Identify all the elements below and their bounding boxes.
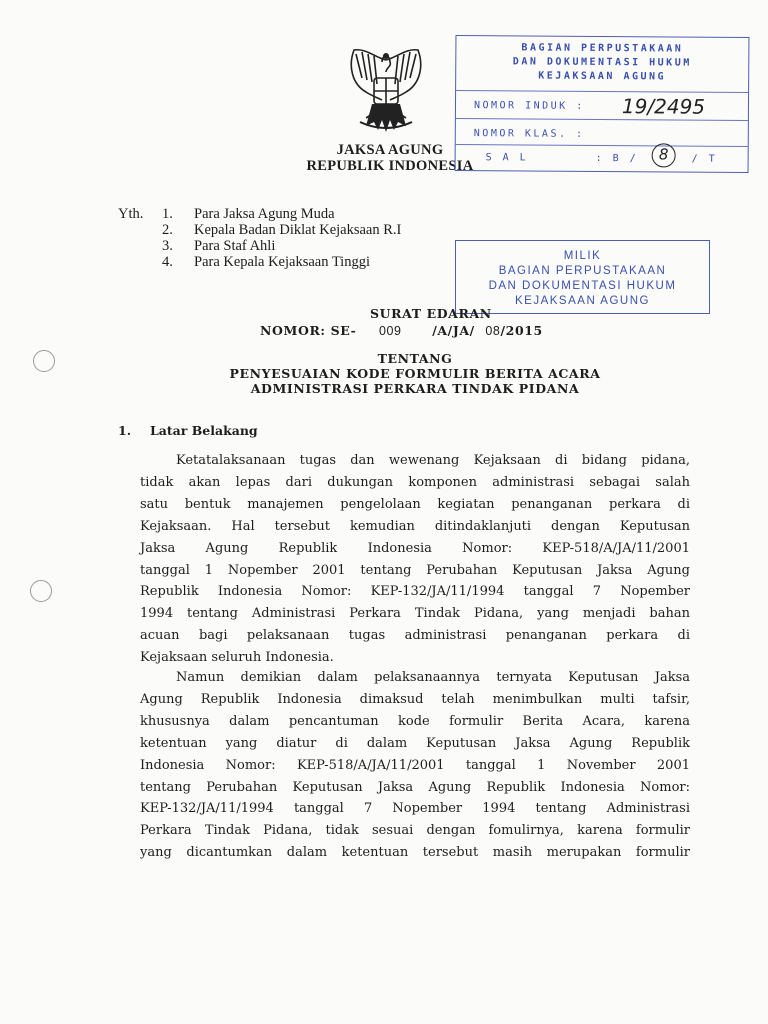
section-heading (118, 423, 258, 438)
para-line: tanggal 1 Nopember 2001 tentang Perubahan Keputusan Jaksa Agung (140, 562, 690, 578)
recipient-item: 3. Para Staf Ahli (162, 238, 276, 254)
para-line: Indonesia Nomor: KEP-518/A/JA/11/2001 tanggal 1 November 2001 (140, 757, 690, 773)
para-line: tidak akan lepas dari dukungan komponen administrasi sebagai salah (140, 474, 690, 490)
doc-number-mid: /A/JA/ (432, 323, 475, 338)
para-line: ketentuan yang diatur di dalam Keputusan Jaksa Agung Republik (140, 735, 690, 751)
recipients-label: Yth. (118, 206, 144, 222)
stamp-t-label: / T (691, 153, 718, 165)
stamp-class-label: NOMOR KLAS. : (473, 128, 585, 140)
owner-stamp-line-1: MILIK (563, 250, 602, 262)
owner-stamp-line-4: KEJAKSAAN AGUNG (515, 295, 650, 307)
section-number: 1. (118, 423, 132, 438)
doc-number (260, 323, 543, 338)
stamp-sal-label: S A L (485, 152, 529, 164)
stamp-line-2: DAN DOKUMENTASI HUKUM (512, 56, 692, 69)
stamp-line-3: KEJAKSAAN AGUNG (538, 70, 667, 83)
doc-number-month: 08 (485, 324, 501, 338)
stamp-row-sal (456, 144, 748, 175)
doc-number-seq: 009 (378, 324, 402, 338)
subject-line-1: PENYESUAIAN KODE FORMULIR BERITA ACARA (229, 366, 601, 381)
para-line: satu bentuk manajemen pengelolaan kegiatan penanganan perkara di (140, 496, 690, 512)
stamp-index-value: 19/2495 (621, 94, 706, 119)
para-line: Agung Republik Indonesia dimaksud telah menimbulkan multi tafsir, (140, 691, 690, 707)
para-line: Jaksa Agung Republik Indonesia Nomor: KEP-518/A/JA/11/2001 (140, 540, 690, 556)
para-line: Kejaksaan seluruh Indonesia. (140, 650, 334, 666)
paragraph-2 (140, 667, 690, 864)
para-line: Republik Indonesia Nomor: KEP-132/JA/11/1994 tanggal 7 Nopember (140, 584, 690, 600)
para-line: Perkara Tindak Pidana, tidak sesuai dengan fomulirnya, karena formulir (140, 823, 690, 839)
stamp-circled-value: 8 (652, 143, 676, 167)
para-line: tentang Perubahan Keputusan Jaksa Agung Republik Indonesia Nomor: (140, 779, 690, 795)
doc-type: SURAT EDARAN (370, 306, 492, 321)
tentang-heading: TENTANG (377, 351, 453, 366)
para-line: Kejaksaan. Hal tersebut kemudian ditindaklanjuti dengan Keputusan (140, 518, 690, 534)
para-line: Namun demikian dalam pelaksanaannya ternyata Keputusan Jaksa (176, 670, 690, 685)
ownership-stamp (455, 240, 710, 314)
recipient-item: 2. Kepala Badan Diklat Kejaksaan R.I (162, 222, 402, 238)
para-line: yang dicantumkan dalam ketentuan tersebut masih merupakan formulir (140, 845, 690, 861)
garuda-emblem-icon (336, 44, 436, 136)
library-stamp (455, 35, 750, 173)
para-line: acuan bagi pelaksanaan tugas administrasi penanganan perkara di (140, 628, 690, 644)
recipient-item: 1. Para Jaksa Agung Muda (162, 206, 335, 222)
para-line: 1994 tentang Administrasi Perkara Tindak Pidana, yang menjadi bahan (140, 606, 690, 622)
stamp-row-index (456, 90, 748, 121)
para-line: khususnya dalam pencantuman kode formulir Berita Acara, karena (140, 713, 690, 729)
punch-hole-top (33, 350, 55, 372)
punch-hole-bottom (30, 580, 52, 602)
doc-number-year: /2015 (500, 323, 543, 338)
para-line: Ketatalaksanaan tugas dan wewenang Kejaksaan di bidang pidana, (176, 453, 690, 468)
header-line-1: JAKSA AGUNG (336, 142, 444, 158)
stamp-b-label: : B / (595, 152, 639, 165)
section-title: Latar Belakang (150, 423, 258, 438)
recipient-item: 4. Para Kepala Kejaksaan Tinggi (162, 254, 370, 270)
paragraph-1 (140, 450, 690, 669)
owner-stamp-line-2: BAGIAN PERPUSTAKAAN (498, 265, 667, 277)
stamp-index-label: NOMOR INDUK : (473, 100, 585, 112)
owner-stamp-line-3: DAN DOKUMENTASI HUKUM (488, 280, 677, 292)
doc-number-prefix: NOMOR: SE- (260, 323, 357, 338)
para-line: KEP-132/JA/11/1994 tanggal 7 Nopember 1994 tentang Administrasi (140, 801, 690, 817)
header-line-2: REPUBLIK INDONESIA (306, 158, 474, 174)
subject-line-2: ADMINISTRASI PERKARA TINDAK PIDANA (250, 381, 580, 396)
stamp-line-1: BAGIAN PERPUSTAKAAN (521, 42, 684, 55)
